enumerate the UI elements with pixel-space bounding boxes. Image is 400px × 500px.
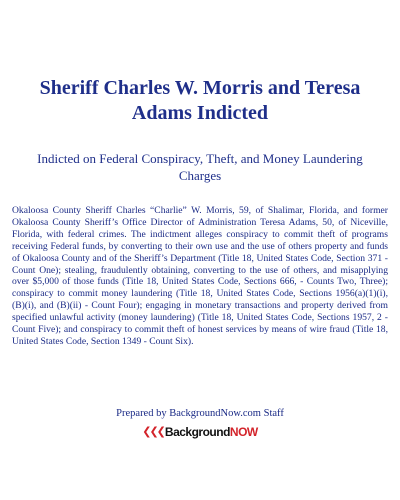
document-subtitle: Indicted on Federal Conspiracy, Theft, and Money Laundering Charges [37, 151, 363, 183]
logo-chevrons-icon: ❮❮❮ [142, 426, 164, 439]
credit-line: Prepared by BackgroundNow.com Staff [116, 408, 284, 419]
document-body: Okaloosa County Sheriff Charles “Charlie” W. Morris, 59, of Shalimar, Florida, and former Okaloosa County Sheriff’s Office Director of Administration Teresa Adams, 50, of Niceville, Florida, with federal crimes. The indictment alleges conspiracy to commit theft of programs receiving Federal funds, by converting to their own use and the use of others property and funds of Okaloosa County and of the Sheriff’s Department (Title 18, United States Code, Section 371 - Count One); stealing, fraudulently obtaining, converting to the use of others, and misapplying over $5,000 of those funds (Title 18, United States Code, Sections 666, - Counts Two, Three); conspiracy to commit money laundering (Title 18, United States Code, Sections 1956(a)(1)(i), (B)(i), and (B)(ii) - Count Four); engaging in monetary transactions and property derived from specified unlawful activity (money laundering) (Title 18, United States Code, Sections 1957, 2 - Count Five); and conspiracy to commit theft of honest services by means of wire fraud (Title 18, United States Code, Section 1349 - Count Six). [12, 205, 388, 347]
logo-accent-text: NOW [229, 425, 258, 440]
backgroundnow-logo [0, 424, 400, 440]
logo-main-text: Background [164, 425, 230, 440]
document-title: Sheriff Charles W. Morris and Teresa Adams Indicted [39, 77, 361, 124]
